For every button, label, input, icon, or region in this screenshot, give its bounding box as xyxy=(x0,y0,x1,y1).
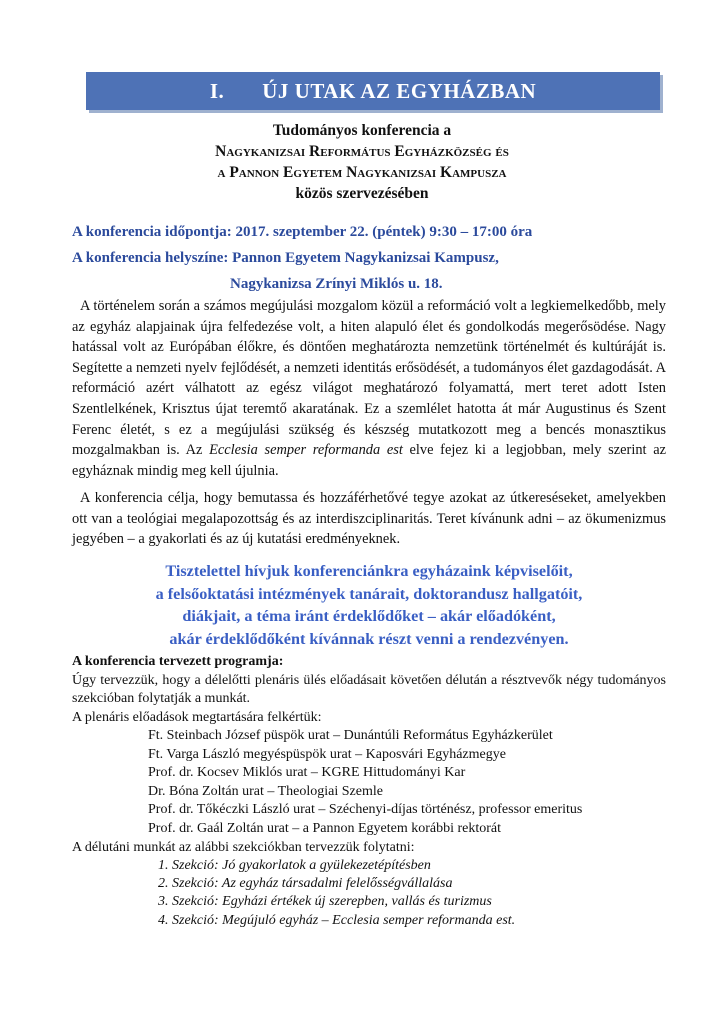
invitation-line-4: akár érdeklődőként kívánnak részt venni a rendezvényen. xyxy=(169,629,569,648)
conference-heading-line-1: Tudományos konferencia a xyxy=(272,122,452,139)
invitation-block xyxy=(72,560,666,650)
intro-paragraph-text-a: A történelem során a számos megújulási mozgalom közül a reformáció volt a legkiemelkedőbb, mely az egyház alapjainak újra felfedezése volt, a hiten alapuló élet és gondolkodás megerősödése. Nagy hatással volt az Európában élőkre, és döntően meghatározta nemzetünk történelmét és kultúráját is. Segítette a nemzeti nyelv fejlődését, a nemzeti identitás erősödését, a tudományos élet gazdagodását. A reformáció azért válhatott az egész világot meghatározó folyamattá, mert teret adott Isten Szentlelkének, Krisztus újat teremtő akaratának. Ez a szemlélet hatotta át már Augustinus és Szent Ferenc életét, s ez a megújulási szükség és készség mutatkozott meg a bencés monasztikus mozgalmakban is. Az xyxy=(72,298,666,459)
invitation-line-1: Tisztelettel hívjuk konferenciánkra egyházaink képviselőit, xyxy=(165,562,573,580)
conference-heading-line-3: a Pannon Egyetem Nagykanizsai Kampusza xyxy=(217,164,507,181)
sections-intro: A délutáni munkát az alábbi szekciókban tervezzük folytatni: xyxy=(72,840,415,855)
chapter-banner xyxy=(86,72,660,110)
speaker-item: Ft. Steinbach József püspök urat – Dunántúli Református Egyházkerület xyxy=(148,728,553,743)
section-item: 4. Szekció: Megújuló egyház – Ecclesia semper reformanda est. xyxy=(158,912,516,928)
chapter-title: ÚJ UTAK AZ EGYHÁZBAN xyxy=(262,78,537,103)
conference-address: Nagykanizsa Zrínyi Miklós u. 18. xyxy=(230,276,443,292)
speaker-list xyxy=(72,727,672,838)
program-title: A konferencia tervezett programja: xyxy=(72,654,284,669)
invitation-line-3: diákjait, a téma iránt érdeklődőket – akár előadóként, xyxy=(182,607,556,625)
speaker-item: Prof. dr. Tőkéczki László urat – Széchenyi-díjas történész, professor emeritus xyxy=(148,802,583,817)
conference-heading-line-4: közös szervezésében xyxy=(295,185,429,202)
speakers-intro: A plenáris előadások megtartására felkértük: xyxy=(72,709,322,725)
speaker-item: Prof. dr. Gaál Zoltán urat – a Pannon Egyetem korábbi rektorát xyxy=(148,820,502,836)
conference-venue: A konferencia helyszíne: Pannon Egyetem Nagykanizsai Kampusz, xyxy=(72,250,499,266)
intro-paragraph xyxy=(72,296,666,481)
program-section xyxy=(72,653,672,838)
conference-heading xyxy=(0,120,724,204)
speaker-item: Ft. Varga László megyéspüspök urat – Kaposvári Egyházmegye xyxy=(148,746,506,762)
section-item: 1. Szekció: Jó gyakorlatok a gyülekezetépítésben xyxy=(158,858,431,873)
conference-meta xyxy=(72,219,672,297)
goal-paragraph xyxy=(72,488,666,550)
section-item: 2. Szekció: Az egyház társadalmi felelősségvállalása xyxy=(158,876,453,892)
speaker-item: Dr. Bóna Zoltán urat – Theologiai Szemle xyxy=(148,783,383,799)
section-list xyxy=(158,857,515,930)
program-intro: Úgy tervezzük, hogy a délelőtti plenáris ülés előadásait követően délután a résztvevők négy tudományos szekcióban folytatják a munkát. xyxy=(72,672,666,706)
intro-paragraph-latin: Ecclesia semper reformanda est xyxy=(209,442,403,459)
chapter-number: I. xyxy=(209,78,225,103)
section-item: 3. Szekció: Egyházi értékek új szerepben, vallás és turizmus xyxy=(158,894,492,910)
conference-heading-line-2: Nagykanizsai Református Egyházközség és xyxy=(215,143,509,160)
intro-paragraph-text-b: elve fejez ki a legjobban, mely szerint az egyháznak mindig meg kell újulnia. xyxy=(72,442,666,479)
goal-paragraph-text: A konferencia célja, hogy bemutassa és hozzáférhetővé tegye azokat az útkereséseket, amelyekben ott van a teológiai megalapozottság és az interdiszciplinaritás. Teret kívánunk adni – az ökumenizmus jegyében – a gyakorlati és az új kutatási eredményeknek. xyxy=(72,490,666,548)
invitation-line-2: a felsőoktatási intézmények tanárait, doktorandusz hallgatóit, xyxy=(155,584,583,603)
conference-date: A konferencia időpontja: 2017. szeptember 22. (péntek) 9:30 – 17:00 óra xyxy=(72,224,533,240)
speaker-item: Prof. dr. Kocsev Miklós urat – KGRE Hittudományi Kar xyxy=(148,765,466,780)
